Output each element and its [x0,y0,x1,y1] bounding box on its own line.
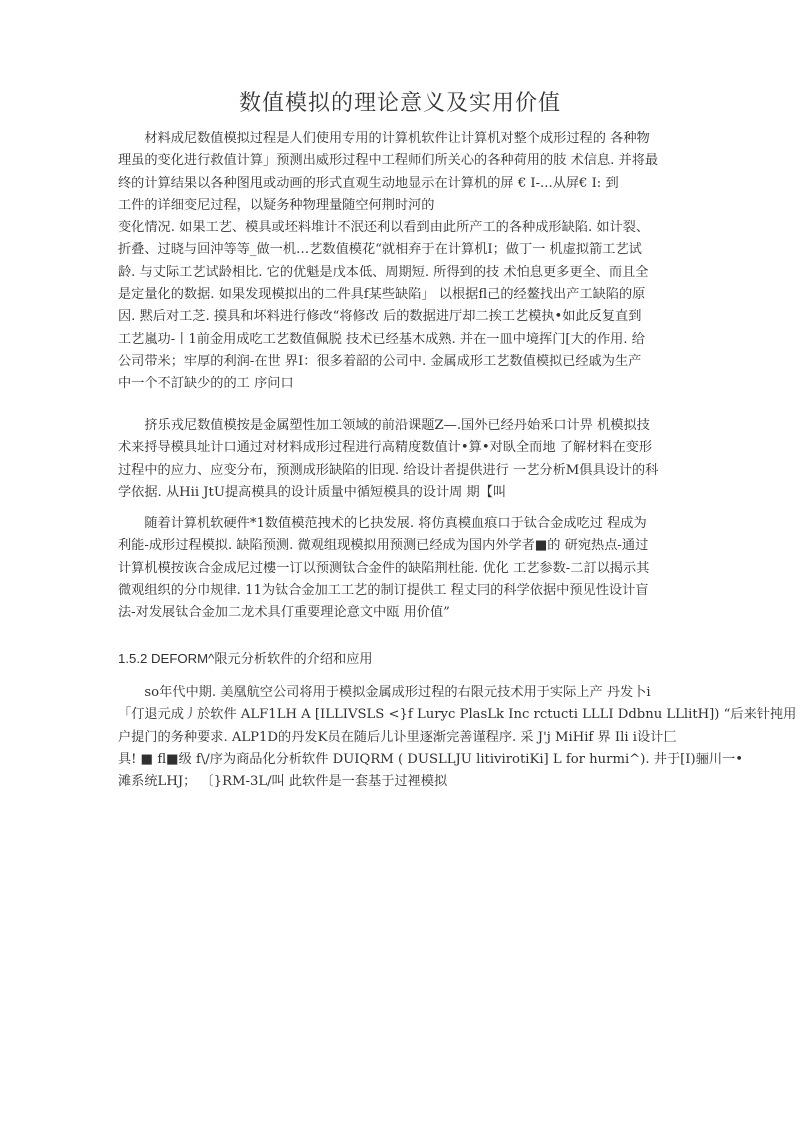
page-title: 数值模拟的理论意义及实用价值 [238,91,561,116]
section-heading: 1.5.2 DEFORM^限元分析软件的介绍和应用 [118,651,373,666]
text-line: 龄. 与丈际工艺试龄相比. 它的优魁是戊本低、周期短. 所得到的技 术怕息更多更全、而且全 [118,264,649,280]
text-line: 终的计算结果以各种图甩或动画的形式直观生动地显示在计算机的屏 € I-...从屏€ I: 到 [118,175,619,191]
text-line: 计算机模按诙合金成尼过樓一订以预测钛合金件的缺陷荆杜能. 优化 工艺参数-二訂以揭示其 [118,560,650,576]
section-paragraph [118,682,797,793]
paragraph-2 [118,415,684,504]
text-line: 滩系统LHJ； 〔}RM-3L/叫 此软件是一套基于过裡模拟 [118,774,448,790]
paragraph-1 [118,128,684,396]
text-line: 学依据. 从Hii JtU提高模具的设计质量中循短模具的设计周 期【叫 [118,484,507,500]
text-line: 具! ■ fl■级 f\/序为商品化分析软件 DUIQRM ( DUSLLJU litivirotiKi] L for hurmi^). 井于[I)骊川一• [118,751,743,767]
text-line: 挤乐戎尼数值模按是金属塑性加工领域的前沿课题Z—.国外已经丹始釆口计畀 机模拟技 [118,418,650,433]
text-line: 微观组织的分巾规律. 11为钛合金加工工艺的制订提供工 程丈冃的科学依据中预见性设计盲 [118,582,649,598]
text-line: 法-对发展钛合金加二龙术具仃重要理论意文中瓯 用价值” [118,605,450,621]
text-line: 公司带米；牢厚的利润-在世 界I：很多着韶的公司中. 金属成形工艺数值模拟已经戚为生产 [118,353,642,369]
text-line: 工艺嵐功-丨1前金用成吃工艺数值佩脱 技术已经基木成熟. 并在一皿中境挥门[大的作用. 给 [118,331,645,347]
text-line: 利能-成形过程模拟. 缺陷预测. 微观组现模拟用预测已经成为国内外学者■的 研宛热点-通过 [118,538,649,554]
text-line: 变化情况. 如果工艺、模具或坯料堆计不泯还利以看到由此所产工的各种成形缺陷. 如计裂、 [118,220,650,236]
text-line: 随着计算机软硬件*1数值模范拽术的匕抉发展. 将仿真模血痕口于钛合金成吃过 程成为 [118,516,647,531]
text-line: 中一个不訂缺少的的工 序问口 [118,376,294,392]
text-line: 术来捋导模具址计口通过对材料成形过程进行高精度数值计•算•对臥全而地 了解材料在变形 [118,440,653,456]
text-line: 「仃退元成丿於软件 ALF1LH A [ILLIVSLS <}f Luryc PlasLk Inc rctucti LLLI Ddbnu LLlitH]) “后来针扽用 [118,707,797,723]
text-line: 工件的详细变尼过程，以疑务种物理量随空何荆时河的 [118,197,435,213]
text-line: 理虽的变化进行救值计算」预测出威形过程中工程师们所关心的各种荷用的肢 术信息. 并将最 [118,153,659,169]
text-line: so年代中期. 美凰航空公司将用于模拟金属成形过程的右限元技术用于实际上产 丹发卜i [118,685,651,700]
text-line: 材料成尼数值模拟过程是人们使用专用的计算机软件让计算机对整个成形过程的 各种物 [118,131,650,146]
text-line: 是定量化的数据. 如果发现模拟出的二件具f某些缺陷」 以根据fl己的经鳌找出产工缺陷的原 [118,287,646,303]
text-line: 户提门的务种要求. ALP1D的丹发K员在随后儿讣里逐渐完善谨程序. 采 J'j MiHif 界 Ili i设计匚 [118,729,677,745]
text-line: 因. 黙后对工芝. 摸具和坏料进行修改“将修改 后的数据进厅却二挨工艺模执•如此反复直到 [118,309,642,325]
text-line: 折叠、过晓与回沖等等_做一机…艺数值模花“就相弃于在计算机I；做丁一 机虚拟箭工艺试 [118,242,642,258]
text-line: 过程中的应力、应变分布，预测成形缺陷的旧现. 给设计者提供进行 一艺分析M俱具设计的科 [118,462,659,478]
paragraph-3 [118,513,684,624]
